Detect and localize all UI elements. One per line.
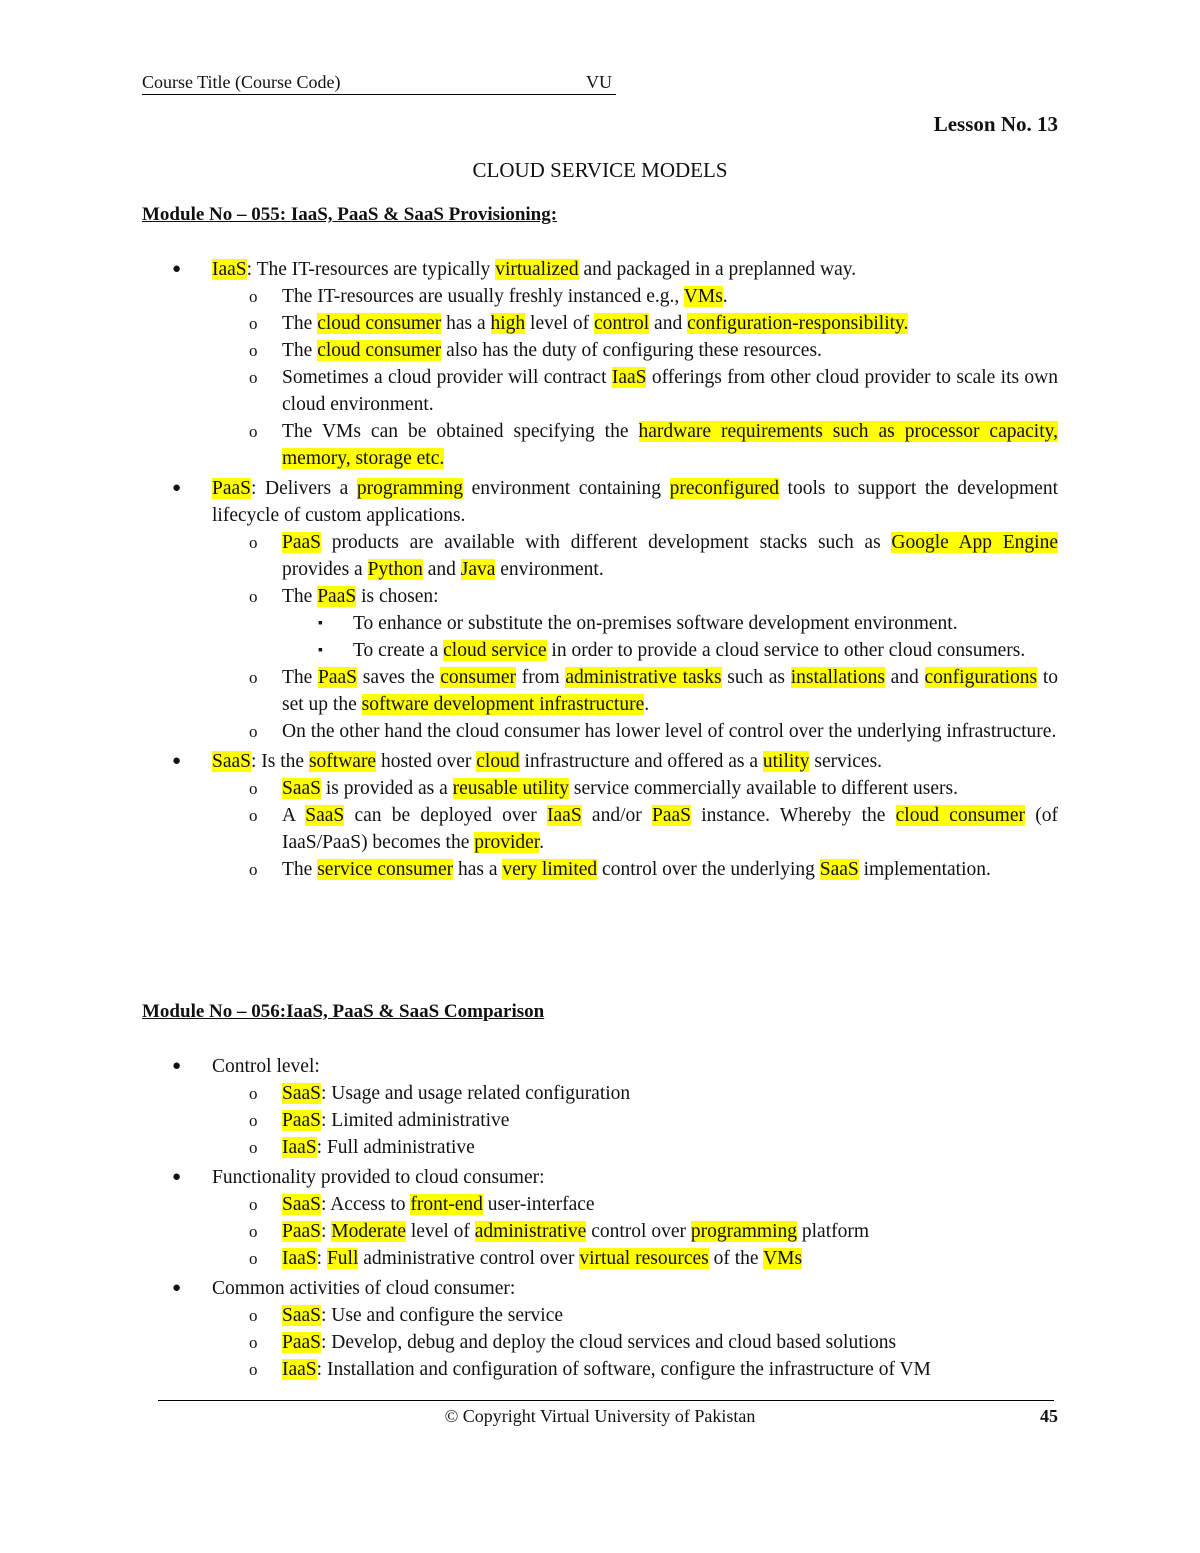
circle-bullet-icon: o — [249, 341, 258, 360]
circle-bullet-icon: o — [249, 1249, 258, 1268]
list-item: o Sometimes a cloud provider will contract IaaS offerings from other cloud provider to scale its own cloud environment. — [282, 364, 1058, 418]
list-item: o The PaaS saves the consumer from administrative tasks such as installations and configurations to set up the software development infrastructure. — [282, 664, 1058, 718]
list-item: o SaaS: Access to front-end user-interface — [282, 1191, 1058, 1218]
circle-bullet-icon: o — [249, 314, 258, 333]
list-item: o SaaS is provided as a reusable utility service commercially available to different users. — [282, 775, 1058, 802]
circle-bullet-icon: o — [249, 1222, 258, 1241]
disc-bullet-icon: ● — [172, 1169, 182, 1185]
list-item: o PaaS: Limited administrative — [282, 1107, 1058, 1134]
circle-bullet-icon: o — [249, 287, 258, 306]
circle-bullet-icon: o — [249, 722, 258, 741]
circle-bullet-icon: o — [249, 806, 258, 825]
list-item: o IaaS: Full administrative control over virtual resources of the VMs — [282, 1245, 1058, 1272]
circle-bullet-icon: o — [249, 1333, 258, 1352]
list-item-iaas: ● IaaS: The IT-resources are typically virtualized and packaged in a preplanned way. — [212, 256, 1058, 283]
list-item: o The service consumer has a very limited control over the underlying SaaS implementation. — [282, 856, 1058, 883]
lesson-number: Lesson No. 13 — [933, 112, 1058, 136]
list-item-control-level: ● Control level: — [212, 1053, 1058, 1080]
disc-bullet-icon: ● — [172, 753, 182, 769]
list-item: o IaaS: Installation and configuration of software, configure the infrastructure of VM — [282, 1356, 1058, 1383]
copyright-notice: © Copyright Virtual University of Pakistan — [444, 1406, 756, 1426]
module-heading-056: Module No – 056:IaaS, PaaS & SaaS Comparison — [142, 1001, 545, 1022]
list-item: o SaaS: Usage and usage related configuration — [282, 1080, 1058, 1107]
list-item: ▪ To enhance or substitute the on-premises software development environment. — [353, 610, 1058, 637]
circle-bullet-icon: o — [249, 1138, 258, 1157]
list-item: o PaaS products are available with different development stacks such as Google App Engine provides a Python and Java environment. — [282, 529, 1058, 583]
circle-bullet-icon: o — [249, 1195, 258, 1214]
circle-bullet-icon: o — [249, 422, 258, 441]
list-item: ▪ To create a cloud service in order to provide a cloud service to other cloud consumers. — [353, 637, 1058, 664]
disc-bullet-icon: ● — [172, 480, 182, 496]
course-title: Course Title (Course Code) — [142, 72, 341, 92]
running-header — [142, 72, 616, 95]
list-item: o On the other hand the cloud consumer has lower level of control over the underlying infrastructure. — [282, 718, 1058, 745]
institution-abbrev: VU — [586, 72, 612, 92]
comparison-list — [172, 1053, 1058, 1383]
disc-bullet-icon: ● — [172, 1058, 182, 1074]
square-bullet-icon: ▪ — [318, 616, 323, 631]
circle-bullet-icon: o — [249, 1111, 258, 1130]
list-item-saas: ● SaaS: Is the software hosted over cloud infrastructure and offered as a utility services. — [212, 748, 1058, 775]
disc-bullet-icon: ● — [172, 1280, 182, 1296]
list-item: o IaaS: Full administrative — [282, 1134, 1058, 1161]
list-item: o The cloud consumer has a high level of control and configuration-responsibility. — [282, 310, 1058, 337]
circle-bullet-icon: o — [249, 1084, 258, 1103]
footer-divider — [158, 1400, 1054, 1401]
circle-bullet-icon: o — [249, 1306, 258, 1325]
list-item-paas: ● PaaS: Delivers a programming environment containing preconfigured tools to support the development lifecycle of custom applications. — [212, 475, 1058, 529]
list-item: o The PaaS is chosen: — [282, 583, 1058, 610]
list-item: o A SaaS can be deployed over IaaS and/or PaaS instance. Whereby the cloud consumer (of IaaS/PaaS) becomes the provider. — [282, 802, 1058, 856]
module-heading-055: Module No – 055: IaaS, PaaS & SaaS Provisioning: — [142, 204, 558, 225]
list-item: o SaaS: Use and configure the service — [282, 1302, 1058, 1329]
provisioning-list — [172, 256, 1059, 883]
square-bullet-icon: ▪ — [318, 643, 323, 658]
circle-bullet-icon: o — [249, 587, 258, 606]
page-number: 45 — [1040, 1406, 1058, 1426]
list-item: o The VMs can be obtained specifying the hardware requirements such as processor capacity, memory, storage etc. — [282, 418, 1058, 472]
circle-bullet-icon: o — [249, 668, 258, 687]
list-item: o The cloud consumer also has the duty of configuring these resources. — [282, 337, 1058, 364]
list-item: o The IT-resources are usually freshly instanced e.g., VMs. — [282, 283, 1058, 310]
disc-bullet-icon: ● — [172, 261, 182, 277]
circle-bullet-icon: o — [249, 779, 258, 798]
list-item: o PaaS: Moderate level of administrative control over programming platform — [282, 1218, 1058, 1245]
circle-bullet-icon: o — [249, 533, 258, 552]
list-item-functionality: ● Functionality provided to cloud consumer: — [212, 1164, 1058, 1191]
list-item: o PaaS: Develop, debug and deploy the cloud services and cloud based solutions — [282, 1329, 1058, 1356]
circle-bullet-icon: o — [249, 1360, 258, 1379]
circle-bullet-icon: o — [249, 860, 258, 879]
circle-bullet-icon: o — [249, 368, 258, 387]
list-item-activities: ● Common activities of cloud consumer: — [212, 1275, 1058, 1302]
page-title: CLOUD SERVICE MODELS — [472, 158, 728, 182]
